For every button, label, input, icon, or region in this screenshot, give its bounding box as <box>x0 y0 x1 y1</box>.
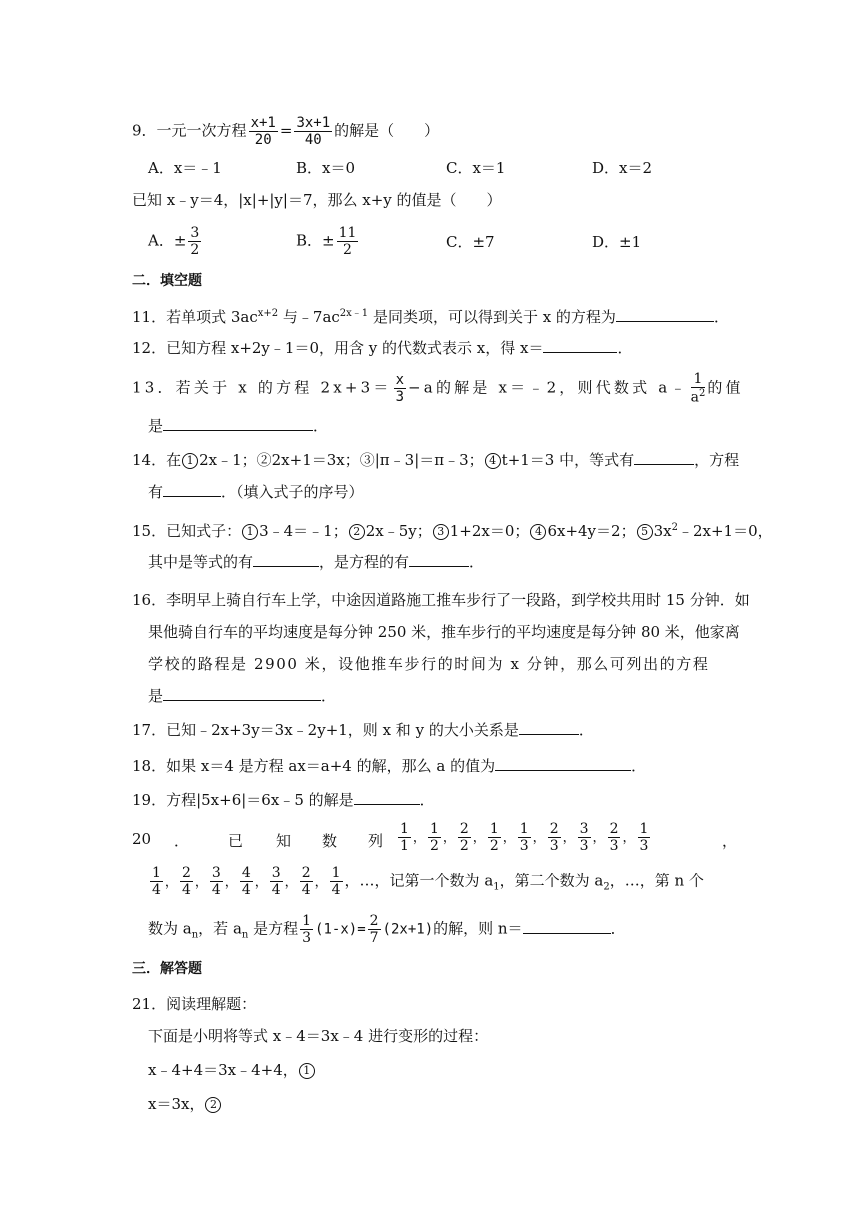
answer-blank[interactable] <box>354 790 420 805</box>
circled-number: 3 <box>433 524 449 540</box>
answer-blank[interactable] <box>523 919 611 934</box>
question-19: 19．方程|5x+6|＝6x﹣5 的解是 ． <box>132 791 435 809</box>
question-10: 已知 x﹣y＝4，|x|+|y|＝7，那么 x+y 的值是（ ） <box>132 191 502 209</box>
fraction: $\frac{x+1}{20}$ <box>250 115 276 148</box>
sequence-fraction: $\frac{2}{3}$ <box>549 821 559 854</box>
section-heading-solve: 三．解答题 <box>132 961 202 977</box>
sequence-fraction: $\frac{2}{4}$ <box>181 865 191 898</box>
q9-option-a: A．x＝﹣1 <box>148 159 222 177</box>
question-16-line3: 学校的路程是 2900 米，设他推车步行的时间为 x 分钟，那么可列出的方程 <box>148 655 710 673</box>
question-18: 18．如果 x＝4 是方程 ax＝a+4 的解，那么 a 的值为 ． <box>132 757 647 775</box>
question-14-cont: 有 ．（填入式子的序号） <box>148 483 364 501</box>
q9-option-b: B．x＝0 <box>296 159 356 177</box>
answer-blank[interactable] <box>634 450 694 465</box>
sequence-fraction: $\frac{1}{4}$ <box>331 865 341 898</box>
question-13-cont: 是 ． <box>148 417 329 435</box>
q10-option-b: B．± $\frac{11}{2}$ <box>296 225 357 258</box>
question-17: 17．已知﹣2x+3y＝3x﹣2y+1，则 x 和 y 的大小关系是 ． <box>132 721 594 739</box>
sequence-fraction: $\frac{2}{3}$ <box>609 821 619 854</box>
sequence-fraction: $\frac{3}{4}$ <box>211 865 221 898</box>
question-21: 21．阅读理解题： <box>132 995 257 1013</box>
sequence-fraction: $\frac{1}{1}$ <box>400 821 409 854</box>
fraction: $\frac{11}{2}$ <box>338 225 357 258</box>
question-21-line4: x＝3x， 2 <box>148 1094 222 1114</box>
q10-option-c: C．±7 <box>446 233 495 251</box>
sequence-fraction: $\frac{1}{2}$ <box>489 821 499 854</box>
question-11: 11．若单项式 $3ac^{x+2}$ 与$﹣7ac^{2x﹣1}$ 是同类项，可以得到关于 x 的方程为 ． <box>132 308 729 326</box>
circled-number: 4 <box>485 453 501 469</box>
sequence-fraction: $\frac{1}{2}$ <box>429 821 439 854</box>
answer-blank[interactable] <box>495 756 631 771</box>
circled-number: 4 <box>530 524 546 540</box>
answer-blank[interactable] <box>409 552 469 567</box>
question-12: 12．已知方程 x+2y﹣1＝0，用含 y 的代数式表示 x，得 x＝ ． <box>132 339 633 357</box>
question-16-line1: 16．李明早上骑自行车上学，中途因道路施工推车步行了一段路，到学校共用时 15 分钟．如 <box>132 591 750 609</box>
sequence-fraction: $\frac{3}{3}$ <box>579 821 589 854</box>
circled-number: 2 <box>205 1097 221 1113</box>
fraction: $\frac{1}{a^2}$ <box>690 371 706 406</box>
sequence-fraction: $\frac{1}{4}$ <box>152 865 161 898</box>
circled-number: 5 <box>637 524 653 540</box>
question-16-line4: 是 ． <box>148 687 337 705</box>
section-heading-fill-in: 二．填空题 <box>132 273 202 289</box>
answer-blank[interactable] <box>616 307 714 322</box>
sequence-row-2: $\frac{1}{4}$ ， $\frac{2}{4}$ ， $\frac{3}{4}$ ， $\frac{4}{4}$ ， $\frac{3}{4}$ ， $\frac{2}{4}$ ， $\frac{1}{4}$ <box>152 865 341 898</box>
fraction: $\frac{1}{3}$ <box>302 913 312 946</box>
circled-number: 2 <box>349 524 365 540</box>
fraction: $\frac{3x+1}{40}$ <box>296 115 331 148</box>
question-21-line3: x﹣4+4＝3x﹣4+4， 1 <box>148 1060 316 1080</box>
q9-option-d: D．x＝2 <box>592 159 653 177</box>
question-16-line2: 果他骑自行车的平均速度是每分钟 250 米，推车步行的平均速度是每分钟 80 米，他家离 <box>148 623 740 641</box>
sequence-fraction: $\frac{3}{4}$ <box>271 865 281 898</box>
circled-number: 1 <box>182 453 198 469</box>
fraction: $\frac{2}{7}$ <box>369 913 379 946</box>
answer-blank[interactable] <box>163 416 313 431</box>
answer-blank[interactable] <box>163 686 321 701</box>
fraction: $\frac{x}{3}$ <box>395 371 405 405</box>
answer-blank[interactable] <box>519 720 579 735</box>
sequence-row-1: $\frac{1}{1}$ ， $\frac{1}{2}$ ， $\frac{2}{2}$ ， $\frac{1}{2}$ ， $\frac{1}{3}$ ， $\frac{2}{3}$ ， $\frac{3}{3}$ ， $\frac{2}{3}$ ， $\frac{1}{3}$ <box>400 821 649 854</box>
question-15-cont: 其中是等式的有 ，是方程的有 ． <box>148 553 485 571</box>
sequence-fraction: $\frac{1}{3}$ <box>639 821 649 854</box>
circled-number: 1 <box>242 524 258 540</box>
question-14: 14．在 1 2x﹣1；②2x+1＝3x；③|π﹣3|＝π﹣3； 4 t+1＝3 中，等式有 ，方程 <box>132 451 740 469</box>
question-9: 9．一元一次方程 $\frac{x+1}{20}$ = $\frac{3x+1}{40}$ 的解是（ ） <box>132 115 440 148</box>
q9-option-c: C．x＝1 <box>446 159 506 177</box>
question-13: 13．若关于 x 的方程 2x+3＝ $\frac{x}{3}$ −a的解是 x＝﹣2，则代数式 a﹣ $\frac{1}{a^2}$ 的值 <box>132 371 744 406</box>
question-15: 15．已知式子： 1 3﹣4＝﹣1； 2 2x﹣5y； 3 1+2x＝0； 4 6x+4y＝2； 5 $3x^2﹣2x+1=0$， <box>132 522 773 540</box>
answer-blank[interactable] <box>163 482 221 497</box>
answer-blank[interactable] <box>543 338 617 353</box>
question-20-line3: 数为 $a_n$，若 $a_n$ 是方程 $\frac{1}{3}$ (1-x)= $\frac{2}{7}$ (2x+1)的解，则 n＝ ． <box>148 913 626 946</box>
answer-blank[interactable] <box>253 552 319 567</box>
sequence-fraction: $\frac{2}{4}$ <box>301 865 311 898</box>
sequence-fraction: $\frac{4}{4}$ <box>241 865 251 898</box>
sequence-fraction: $\frac{2}{2}$ <box>459 821 469 854</box>
question-20-line2: $\frac{1}{4}$ ， $\frac{2}{4}$ ， $\frac{3}{4}$ ， $\frac{4}{4}$ ， $\frac{3}{4}$ ， $\frac{2}{4}$ ， $\frac{1}{4}$ ，…，记第一个数为 $a_1$，第二个数为 $a_2$，…，第 n 个 <box>148 866 704 898</box>
sequence-fraction: $\frac{1}{3}$ <box>519 821 529 854</box>
q10-option-a: A．± $\frac{3}{2}$ <box>148 225 200 258</box>
question-20-line1: 20 ． 已 知 数 列 $\frac{1}{1}$ ， $\frac{1}{2}$ ， $\frac{2}{2}$ ， $\frac{1}{2}$ ， $\frac{1}{3}$ ， $\frac{2}{3}$ ， $\frac{3}{3}$ ， $\frac{2}{3}$ ， $\frac{1}{3}$ ， <box>132 821 738 854</box>
question-21-line2: 下面是小明将等式 x﹣4＝3x﹣4 进行变形的过程： <box>148 1027 489 1045</box>
fraction: $\frac{3}{2}$ <box>190 225 200 258</box>
q10-option-d: D．±1 <box>592 233 642 251</box>
circled-number: 1 <box>299 1063 315 1079</box>
